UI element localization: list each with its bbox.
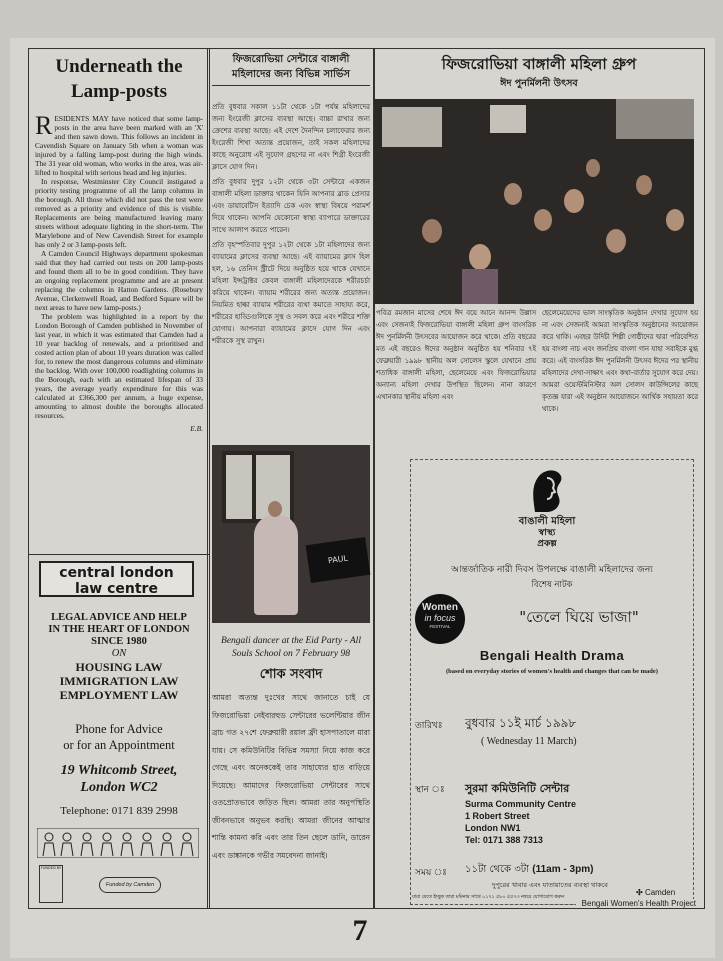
place-street: 1 Robert Street [465, 811, 530, 821]
article-para-4: The problem was highlighted in a report by the London Borough of Camden published in November of last year, in which it was estimated that Camden had a 10 year backlog of renewals, and a prioritised and costed action plan of about 10 years duration was called for, to renew the most dangerous columns and eliminate the backlog. With over 100,000 roadlighting columns in the Borough, each with an estimated lifespan of 33 years, the average yearly expenditure for this was calculated at £366,300 per annum, a huge expense, amounting to almost double the boroughs allocated resources. [35, 312, 203, 420]
drop-cap: R [35, 111, 53, 140]
service-immigration: IMMIGRATION LAW [59, 674, 179, 688]
phone-line-1: Phone for Advice [75, 722, 163, 736]
article-para-1: ESIDENTS MAY have noticed that some lamp-posts in the area have been marked with an 'X' and then sawn down. This follows an incident in Cavendish Square on January 5th when a woman was injured by a falling lamp-post during the high winds. The 31 year old woman, who works in the area, was air-lifted to hospital with serious head and leg injuries. [35, 114, 203, 177]
article-para-2: In response, Westminster City Council instigated a priority testing programme of all the lamp columns in the borough. All those which did not pass the test were removed as a priority and evidence of this is visible. Replacements are being manufactured leaving many streets without adequate lighting in the short-term. The Marylebone and of New Cavendish Street for example has only 2 or 3 lamp-posts left. [35, 177, 203, 249]
child-dress [462, 269, 498, 304]
camden-funded-logo [99, 877, 161, 893]
project-text: Bengali Women's Health Project [576, 899, 702, 908]
lunch-text: দুপুরের খাবার এবং যাতায়াতের ব্যবস্থা থাকবে [492, 881, 608, 889]
services-body [212, 101, 370, 347]
ad-phone-text [33, 721, 205, 753]
phone-line-2: or for an Appointment [63, 738, 175, 752]
women-in-focus-logo [415, 594, 465, 644]
service-housing: HOUSING LAW [75, 660, 163, 674]
eid-text-left: পবিত্র রমজান মাসের শেষে ঈদ বয়ে আনে আনন্দ উল্লাস এবং সেজন্যই ফিজরোভিয়া বাঙ্গালী মহিলা গ্রুপ বাংসরিক ঈদ পুনর্মিলনী উৎসবের আয়োজন করে থাকে। প্রতি বছরের মত এই বছরেও ঈদের অনুষ্ঠান অনুষ্ঠিত হয় শনিবার ৭ই ফেব্রুয়ারী ১৯৯৮ স্থানীয় অল সোলেস স্কুলে যেখানে প্রায় শতাধিক বাঙ্গালী মহিলা, ছেলেমেয়ে এবং ফিজরোভিয়ার অন্যান্য মহিলা দেখার উপস্থিত ছিলেন। নানা কারণে এখানকার স্থানীয় মহিলা এবং [376, 309, 536, 401]
eid-festival-column [373, 48, 705, 909]
girl-face [564, 189, 584, 213]
services-para-2: প্রতি বুধবার দুপুর ১২টা থেকে ৩টা সেন্টারে একজন বাঙ্গালী মহিলা ডাক্তার থাকেন যিনি আপনার ব্লাড প্রেসার এবং ডায়াবেটিস ইত্যাদি চেক এবং স্বাস্থ্য বিষয়ে পরামর্শ দিয়ে থাকেন। আপনি যেকোনো স্বাস্থ্য ব্যাপারে ডাক্তারের সাথে আলাপ করতে পারেন। [212, 178, 370, 234]
time-bengali: ১১টা থেকে ৩টা [465, 864, 530, 875]
time-english: (11am - 3pm) [532, 864, 594, 875]
newspaper-page [10, 38, 715, 958]
dancer-head [268, 501, 282, 517]
camden-funded-label: Funded by Camden [105, 882, 155, 888]
address-line-2: London WC2 [80, 780, 158, 795]
woman-face [636, 175, 652, 195]
eid-text-right: ছেলেমেয়েদের ভাল সাংস্কৃতিক অনুষ্ঠান দেখার সুযোগ হয় না এবং সেজন্যই আমরা সাংস্কৃতিক অনুষ্ঠানের আয়োজন করে থাকি। এবছর উদিচী শিল্পী গোষ্ঠীদের দ্বারা পরিবেশিত হয় বাংলা নাচ এবং জনপ্রিয় বাংলা গান যাহা সবাইকে মুগ্ধ করে। এই বাংসরিক ঈদ পুনর্মিলনী উৎসব ঈদের পর স্থানীয় মহিলাদের দেখা-সাক্ষাৎ এবং কথা-বার্তার সুযোগ করে দেয়। আমরা ওয়েস্টমিনিস্টার অল সোলস কাউন্সিলের কাছে কৃতজ্ঞ যারা এই অনুষ্ঠান আয়োজনে আর্থিক সহায়তা করে থাকে। [542, 309, 698, 413]
tagline-3: SINCE 1980 [91, 636, 147, 647]
banner-text: PAUL [327, 553, 349, 566]
group-title: ফিজরোভিয়া বাঙ্গালী মহিলা গ্রুপ [441, 55, 637, 73]
health-project-logo [507, 468, 587, 552]
window [222, 451, 294, 523]
girl-face [534, 209, 552, 231]
article-title: Underneath the Lamp-posts [55, 56, 183, 102]
date-label: তারিখঃ [415, 721, 443, 731]
project-footer [410, 899, 702, 914]
girl-face [504, 183, 522, 205]
place-bengali: সুরমা কমিউনিটি সেন্টার [465, 782, 570, 795]
window-bars [252, 451, 256, 523]
lamp-posts-article-column [28, 48, 210, 909]
woman-face [422, 219, 442, 243]
wall-window [616, 99, 694, 139]
byline: E.B. [190, 424, 203, 433]
festival-logo-2: in focus [424, 613, 456, 623]
place-city: London NW1 [465, 823, 521, 833]
funded-by-logo [39, 865, 63, 903]
place-name: Surma Community Centre [465, 799, 577, 809]
dancer-photo [212, 445, 370, 623]
place-english [465, 798, 576, 846]
page-number: 7 [352, 914, 368, 947]
event-intro: আন্তর্জাতিক নারী দিবস উপলক্ষে বাঙালী মহিলাদের জন্য [451, 565, 653, 575]
services-para-1: প্রতি বুধবার সকাল ১১টা থেকে ১টা পর্যন্ত মহিলাদের জন্য ইংরেজী ক্লাসের ব্যবস্থা আছে। বাচ্চা রাখার জন্য ক্রেশের ব্যবস্থা আছে। এই দেশে দৈনন্দিন চলাফেরার জন্য ইংরেজী শিখা অত্যন্ত প্রয়োজন, তাই সকল মহিলাদের কাছে অনুরোধ এই সুযোগ গ্রহণের না এবং শিগ্রী ইংরেজী ক্লাসে যোগ দিন। [212, 103, 370, 171]
date-bengali: বুধবার ১১ই মার্চ ১৯৯৮ [465, 716, 577, 730]
wall-poster [382, 107, 442, 147]
camden-text: Camden [644, 888, 676, 897]
services-para-3: প্রতি বৃহস্পতিবার দুপুর ১২টা থেকে ১টা মহিলাদের জন্য ব্যায়ামের ক্লাসের ব্যবস্থা আছে। এই ব্যায়ামের ক্লাস হিল হল, ১৬ তেনিস স্ট্রীটে দিয়ে অনুষ্ঠিত হয়ে থাকে যেখানে মহিলা ইন্সট্রাক্টর কেবল বাঙ্গালী মহিলাদেরকে শরীরচর্চা করিয়ে থাকেন। ব্যায়াম শরীরের জন্য অত্যন্ত প্রয়োজন। নিয়মিত হাল্কা ব্যায়াম শরীরের ব্যথা কমাতে সাহায্য করে, শরীরের হাড্ডিগুলিকে সুস্থ ও সবল করে এবং শরীরে শক্তি যোগায়। আপনারা ব্যায়ামের ক্লাসে যোগ দিন এবং শরীরকে সুস্থ রাখুন। [212, 241, 370, 345]
dancer-caption: Bengali dancer at the Eid Party - All Souls School on 7 February 98 [221, 636, 361, 659]
services-column [207, 48, 375, 909]
wall-poster [490, 105, 526, 133]
festival-logo-3: FESTIVAL [429, 624, 451, 629]
play-title: "তেলে ঘিয়ে ভাজা" [519, 608, 639, 626]
english-subtitle: (based on everyday stories of women's health and changes that can be made) [446, 668, 658, 675]
condolence-text: আমরা অত্যন্ত দুঃখের সাথে জানাতে চাই যে ফিজরোভিয়া নেইবারহুড সেন্টারের ভলেন্টিয়ার জীন ব্রাচ গত ২৭শে ফেব্রুয়ারী রয়াল ফ্রী হাসপাতালে মারা যায়। সে কমিউনিটির বিভিন্ন সমস্যা নিয়ে কাজ করে গেছে এবং অনেককেই তার সাহায্যের হাত বাড়িয়ে দিয়েছে। আমাদের ফিজরোভিয়া সেন্টারের সাথে ওতপ্রোতভাবে জড়িত ছিল। আমরা তার অনুপস্থিতি জীবনভাবে অনুভব করছি। আমরা জীনের আত্মার শান্তি কামনা করি এবং তার তিন ছেলে ডানি, ডারেন এবং ডাঙ্কানকে গভীর সমবেদনা জানাই। [212, 693, 370, 860]
woman-face [666, 209, 684, 231]
funded-by-label: FUNDED BY [40, 866, 62, 870]
event-special: বিশেষ নাটক [531, 580, 573, 590]
english-title: Bengali Health Drama [479, 648, 625, 663]
logo-text-1: বাঙালী মহিলা [518, 516, 576, 527]
tagline-2: IN THE HEART OF LONDON [48, 624, 190, 635]
woman-face [606, 229, 626, 253]
service-employment: EMPLOYMENT LAW [59, 688, 179, 702]
date-english: ( Wednesday 11 March) [481, 736, 577, 747]
logo-line-2: law centre [75, 581, 158, 597]
tagline-on: ON [111, 648, 127, 659]
woman-profile-icon [527, 468, 567, 512]
logo-line-1: central london [59, 565, 174, 581]
time-value [465, 862, 593, 879]
services-title: ফিজরোভিয়া সেন্টারে বাঙ্গালী মহিলাদের জন্য বিভিন্ন সার্ভিস [212, 52, 370, 86]
article-body [35, 111, 203, 433]
tagline-1: LEGAL ADVICE AND HELP [51, 612, 187, 623]
logo-text-2: স্বাস্থ্য [538, 528, 556, 538]
time-label: সময় ঃ [415, 868, 447, 878]
dancer-figure [254, 515, 298, 615]
ad-tagline [33, 612, 205, 702]
health-drama-event-box [410, 459, 694, 905]
banner [306, 537, 371, 583]
law-centre-ad [29, 554, 209, 909]
ad-address [33, 762, 205, 796]
child-face [469, 244, 491, 270]
festival-logo-1: Women [422, 602, 458, 613]
article-para-3: A Camden Council Highways department spokesman said that they had carried out tests on 200 lamp-posts and found them all to be in good condition. They have an ongoing replacement programme and are at present replacing the columns in Hatton Gardens. (Rosebury Avenue, Clerkenwell Road, and Bedford Square will be next areas to have new lamp-posts.) [35, 249, 203, 312]
contact-text: যারা যেতে ইচ্ছুক তারা মমিনার সাথে ০১৭১ ৫৮০ ৫৫৭৩ নম্বরে যোগাযোগ করুন [412, 895, 565, 900]
law-centre-logo [39, 561, 194, 597]
place-label: স্থান ঃ [415, 785, 445, 795]
logo-text-3: প্রকল্প [537, 539, 557, 549]
camden-logo: ✣ Camden [636, 888, 676, 897]
place-phone: Tel: 0171 388 7313 [465, 835, 543, 845]
ad-telephone: Telephone: 0171 839 2998 [60, 805, 178, 817]
people-illustration [37, 828, 199, 858]
woman-face [586, 159, 600, 177]
group-subtitle: ঈদ পুনর্মিলনী উৎসব [500, 78, 578, 89]
condolence-title: শোক সংবাদ [259, 667, 323, 682]
address-line-1: 19 Whitcomb Street, [60, 763, 178, 778]
eid-party-photo [374, 99, 694, 304]
